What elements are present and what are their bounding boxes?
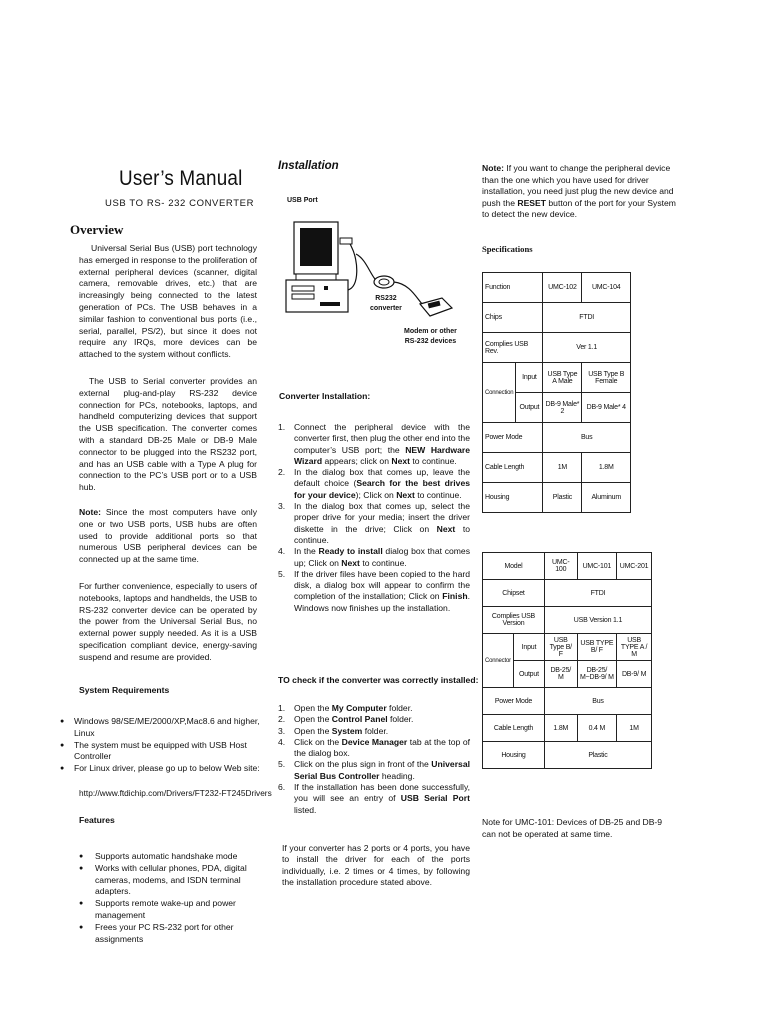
list-item: ● Windows 98/SE/ME/2000/XP,Mac8.6 and higher, Linux	[54, 716, 278, 740]
table-row: Output DB-25/ M DB-25/ M~DB-9/ M DB-9/ M	[483, 661, 652, 688]
table-row: Power Mode Bus	[483, 688, 652, 715]
usb-port-label: USB Port	[287, 197, 318, 204]
system-requirements-heading: System Requirements	[79, 685, 170, 695]
list-item: 1. Open the My Computer folder.	[278, 703, 413, 713]
table-row: Output DB-9 Male* 2 DB-9 Male* 4	[483, 393, 631, 423]
converter-installation-heading: Converter Installation:	[279, 391, 371, 401]
list-item: ● The system must be equipped with USB Host Controller	[54, 740, 278, 764]
list-item: 2. Open the Control Panel folder.	[278, 714, 414, 725]
list-item: ● For Linux driver, please go up to below Web site:	[54, 763, 278, 775]
spec-table-2	[482, 552, 652, 769]
check-steps	[278, 703, 470, 816]
multi-port-paragraph: If your converter has 2 ports or 4 ports, you have to install the driver for each of the ports individually, i.e. 2 times or 4 times, by following the installation procedure stated above.	[282, 843, 470, 887]
list-item: ● Frees your PC RS-232 port for other assignments	[73, 922, 263, 946]
overview-heading: Overview	[70, 222, 124, 237]
list-item: ● Supports remote wake-up and power management	[73, 898, 263, 922]
computer-case-icon	[286, 280, 348, 312]
table-row: Function UMC-102 UMC-104	[483, 273, 631, 303]
features-heading: Features	[79, 815, 115, 825]
table-row: Model UMC-100 UMC-101 UMC-201	[483, 553, 652, 580]
features-list	[73, 851, 263, 945]
list-item: 4. Click on the Device Manager tab at the top of the dialog box.	[278, 736, 470, 759]
list-item: 3. In the dialog box that comes up, select the proper drive for your media; insert the driver diskette in the drive; Click on Next to continue.	[278, 501, 470, 545]
table-row: Cable Length 1.8M 0.4 M 1M	[483, 715, 652, 742]
specifications-heading: Specifications	[482, 244, 533, 254]
list-item: 2. In the dialog box that comes up, leave the default choice (Search for the best drives for your device); Click on Next to continue.	[278, 467, 470, 500]
monitor-icon	[294, 222, 338, 280]
list-item: 5. If the driver files have been copied to the hard disk, a dialog box will appear to confirm the completion of the installation; Click on Finish. Windows now finishes up the installation.	[278, 568, 470, 613]
table-row: Housing Plastic Aluminum	[483, 483, 631, 513]
table-row: Cable Length 1M 1.8M	[483, 453, 631, 483]
page-subtitle: USB TO RS- 232 CONVERTER	[105, 198, 255, 209]
system-requirements-list	[58, 716, 278, 775]
list-item: 5. Click on the plus sign in front of the Universal Serial Bus Controller heading.	[278, 759, 470, 781]
list-item: 3. Open the System folder.	[278, 725, 389, 736]
reset-note: Note: If you want to change the peripheral device than the one which you have used for driver installation, you need just plug the new device and push the RESET button of the port for your System to detect the new device.	[482, 163, 676, 220]
modem-label: Modem or other RS-232 devices	[404, 328, 457, 345]
check-installation-heading: TO check if the converter was correctly installed:	[278, 675, 479, 685]
umc101-footnote: Note for UMC-101: Devices of DB-25 and DB-9 can not be operated at same time.	[482, 817, 663, 839]
list-item: 4. In the Ready to install dialog box that comes up; Click on Next to continue.	[278, 546, 471, 568]
note-text: Since the most computers have only one or two USB ports, USB hubs are often used to provide additional ports so that numerous USB peripheral devices can be connected up at the same time.	[79, 507, 257, 565]
overview-paragraph-1: Universal Serial Bus (USB) port technology has emerged in response to the proliferation of external peripheral devices (scanner, digital camera, removable drives, etc.) that are increasingly being connected to the latest generation of PCs. The USB behaves in a similar fashion to conventional bus ports (i.e., serial, parallel, PS/2), but since it does not require any IRQs, more devices can be attached to the system without conflicts.	[79, 243, 257, 360]
list-item: ● Works with cellular phones, PDA, digital cameras, modems, and ISDN terminal adapters.	[73, 863, 263, 898]
rs232-converter-label: RS232 converter	[370, 295, 402, 312]
note-paragraph	[79, 507, 257, 566]
page-title: User’s Manual	[119, 167, 243, 190]
table-row: Power Mode Bus	[483, 423, 631, 453]
table-row: Housing Plastic	[483, 742, 652, 769]
table-row: Chips FTDI	[483, 303, 631, 333]
installation-heading: Installation	[278, 160, 339, 172]
spec-table-1	[482, 272, 631, 513]
list-item: 6. If the installation has been done successfully, you will see an entry of USB Serial Port listed.	[278, 782, 470, 815]
list-item: ● Supports automatic handshake mode	[73, 851, 263, 863]
note-label: Note:	[79, 507, 101, 517]
rs232-converter-icon	[374, 276, 394, 288]
driver-url-link[interactable]: http://www.ftdichip.com/Drivers/FT232-FT245Drivers	[79, 788, 272, 798]
table-row: Complies USB Rev. Ver 1.1	[483, 333, 631, 363]
modem-icon	[420, 298, 452, 316]
installation-steps	[278, 422, 470, 614]
convenience-paragraph: For further convenience, especially to users of notebooks, laptops and handhelds, the USB to RS-232 converter device can be operated by the power from the Universal Serial Bus, no external power supply needed. As it is a USB specification compliant device, energy-saving suspend and resume are provided.	[79, 581, 257, 662]
overview-paragraph-2: The USB to Serial converter provides an external plug-and-play RS-232 device connection for PCs, notebooks, laptops, and handheld computerizing devices that support the USB specification. The converter comes with a standard DB-25 Male or DB-9 Male connector to be plugged into the RS232 port, and has an USB cable with a Type A plug for connection to the PC’s USB port or to a USB hub.	[79, 376, 257, 493]
table-row: Complies USB Version USB Version 1.1	[483, 607, 652, 634]
table-row: Chipset FTDI	[483, 580, 652, 607]
table-row: Connection Input USB Type A Male USB Type B Female	[483, 363, 631, 393]
table-row: Connector Input USB Type B/ F USB TYPE B/ F USB TYPE A / M	[483, 634, 652, 661]
list-item: 1. Connect the peripheral device with the converter first, then plug the other end into the computer’s USB port; the NEW Hardware Wizard appears; click on Next to continue.	[278, 422, 470, 466]
connection-diagram	[280, 190, 460, 350]
